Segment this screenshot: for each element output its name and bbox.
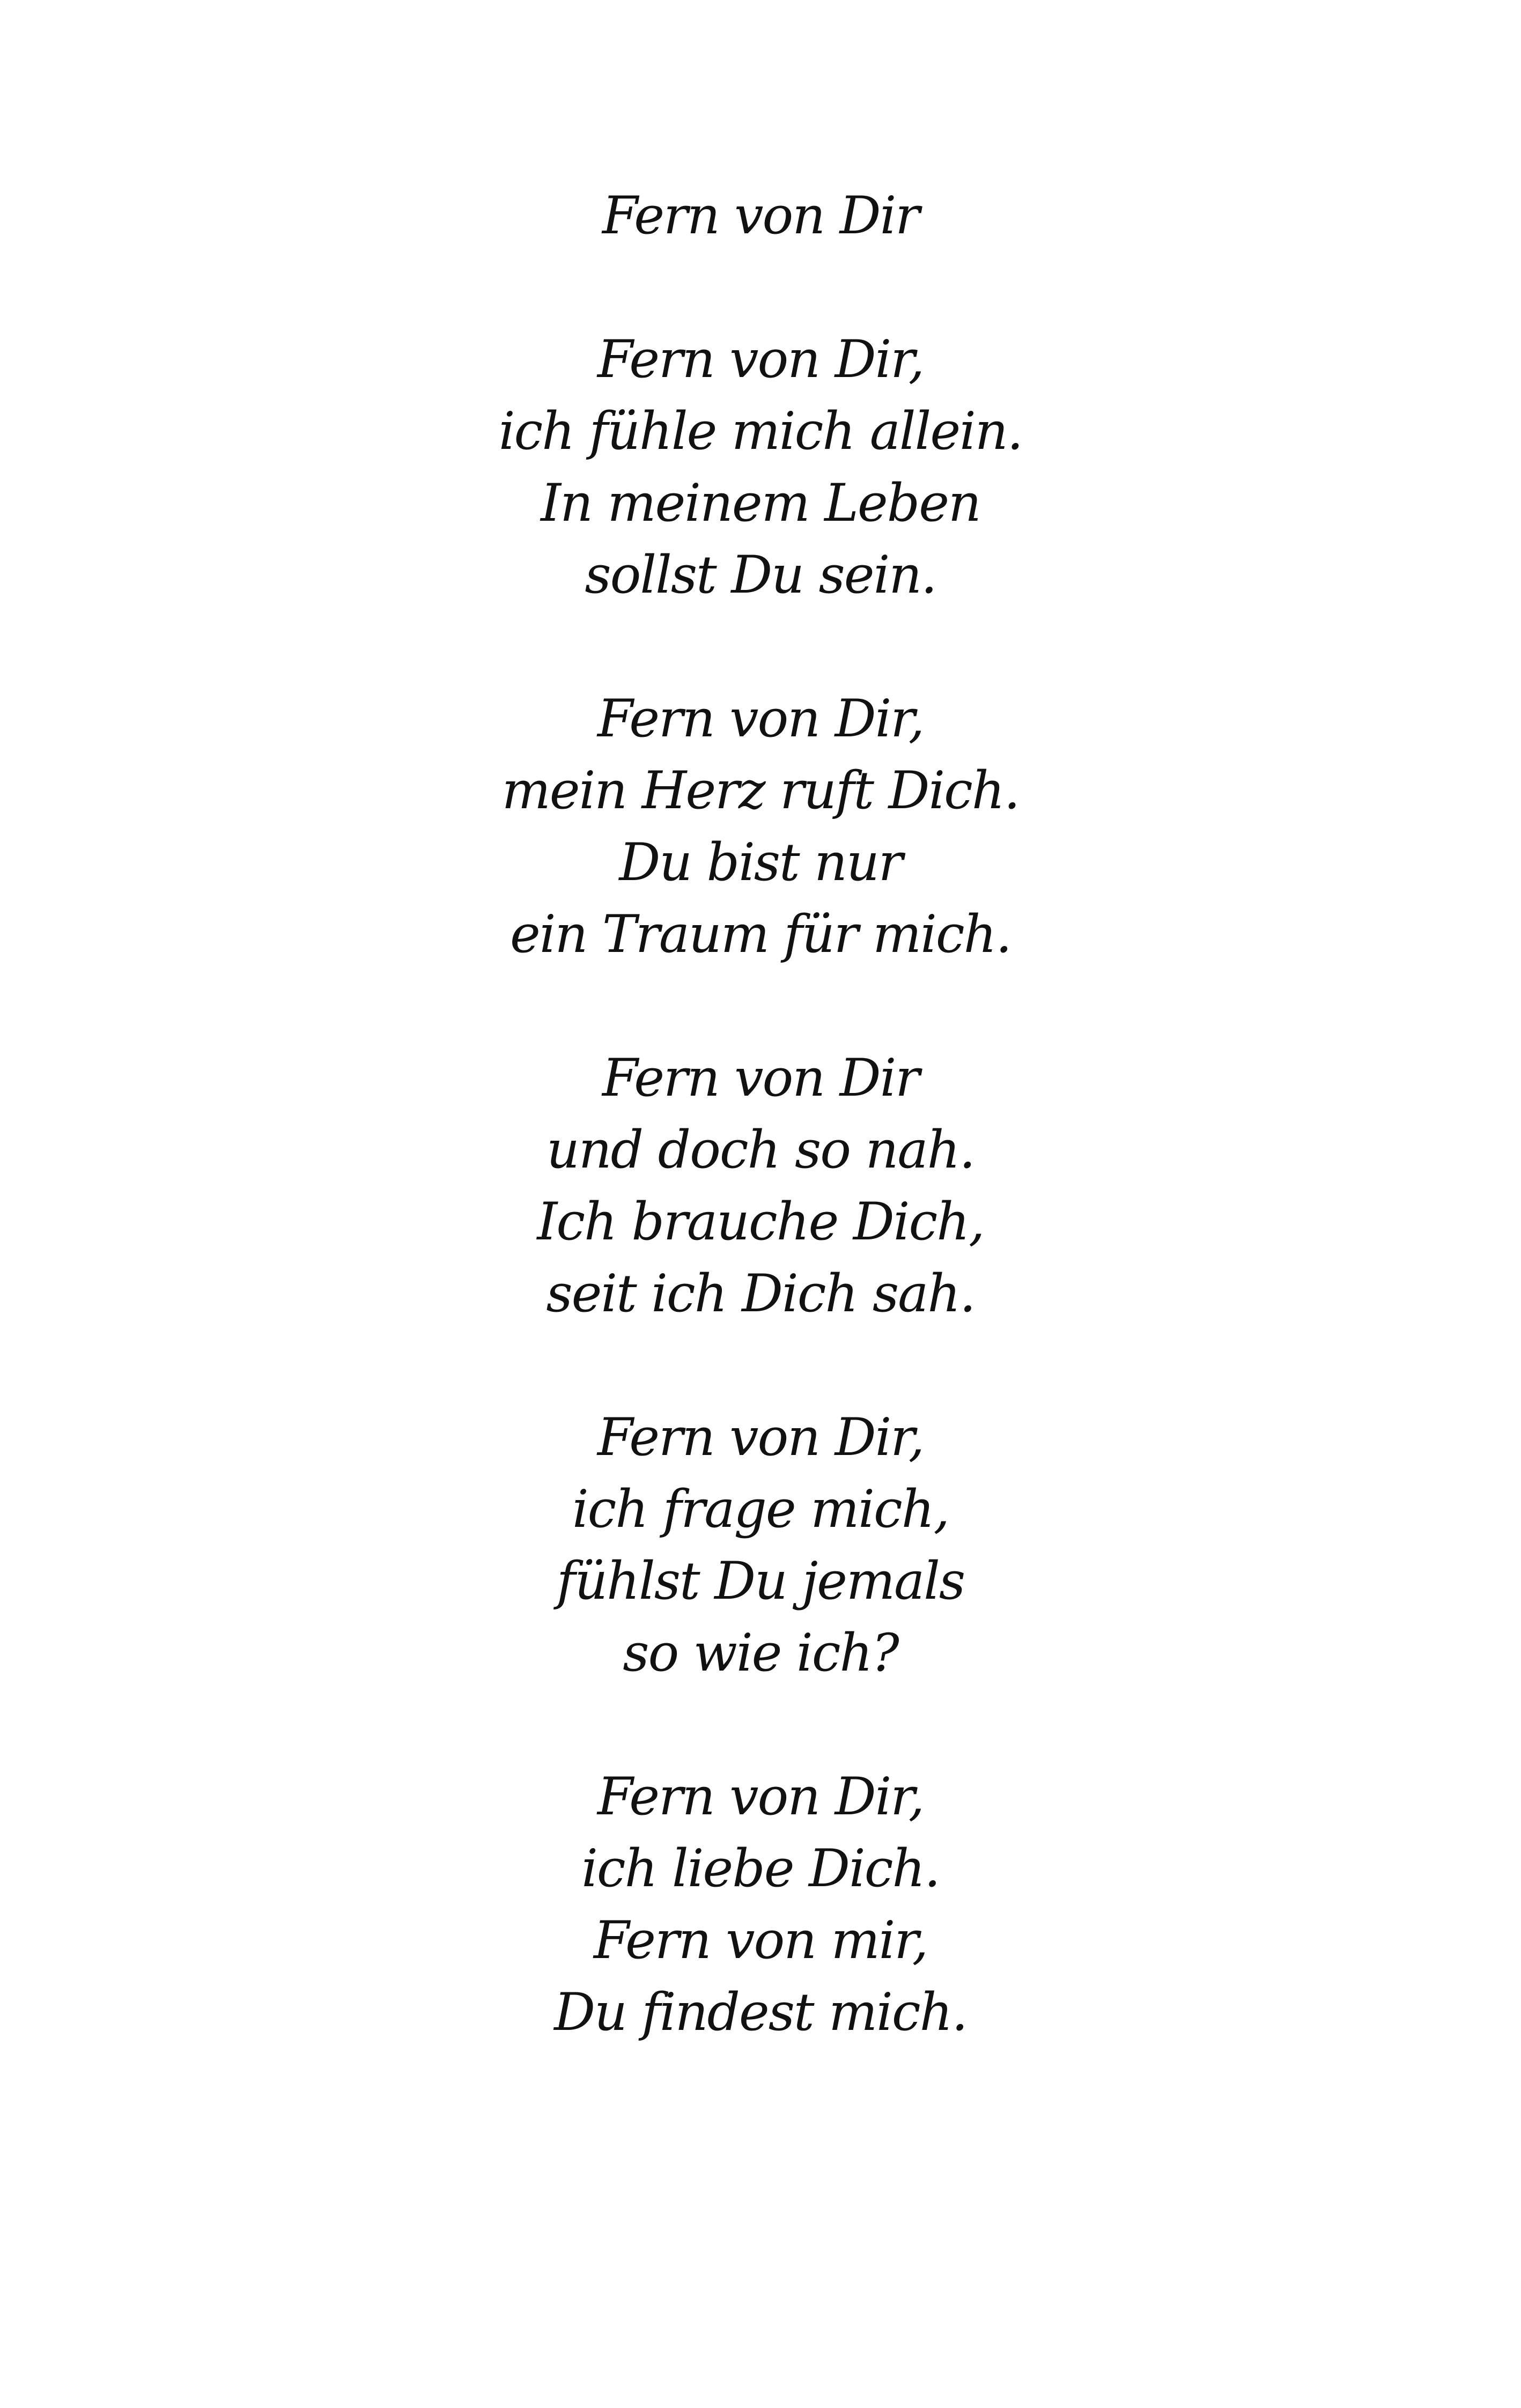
poem-line: Du findest mich. [554,1982,967,2042]
poem-line: ich liebe Dich. [581,1838,940,1899]
stanza-4 [0,1401,1521,1689]
poem-line: sollst Du sein. [585,545,936,605]
poem-line: fühlst Du jemals [556,1551,965,1611]
poem-line: und doch so nah. [547,1120,974,1180]
poem-line: Fern von Dir, [597,689,924,749]
poem-line: so wie ich? [623,1623,898,1683]
poem-line: ich fühle mich allein. [498,401,1023,461]
poem [0,180,1521,2048]
poem-line: Ich brauche Dich, [537,1192,984,1252]
poem-line: Du bist nur [619,832,902,892]
poem-line: ein Traum für mich. [510,904,1011,964]
stanza-1 [0,323,1521,611]
poem-line: seit ich Dich sah. [546,1264,975,1324]
poem-line: Fern von Dir, [597,1767,924,1827]
stanza-3 [0,1042,1521,1329]
poem-line: In meinem Leben [541,473,980,533]
poem-line: Fern von Dir [602,1048,919,1108]
poem-line: ich frage mich, [572,1479,949,1539]
poem-line: Fern von Dir, [597,329,924,389]
stanza-5 [0,1761,1521,2048]
poem-line: Fern von mir, [593,1910,928,1970]
poem-line: Fern von Dir, [597,1407,924,1467]
stanza-2 [0,683,1521,970]
poem-title: Fern von Dir [602,186,919,246]
poem-line: mein Herz ruft Dich. [501,760,1020,821]
